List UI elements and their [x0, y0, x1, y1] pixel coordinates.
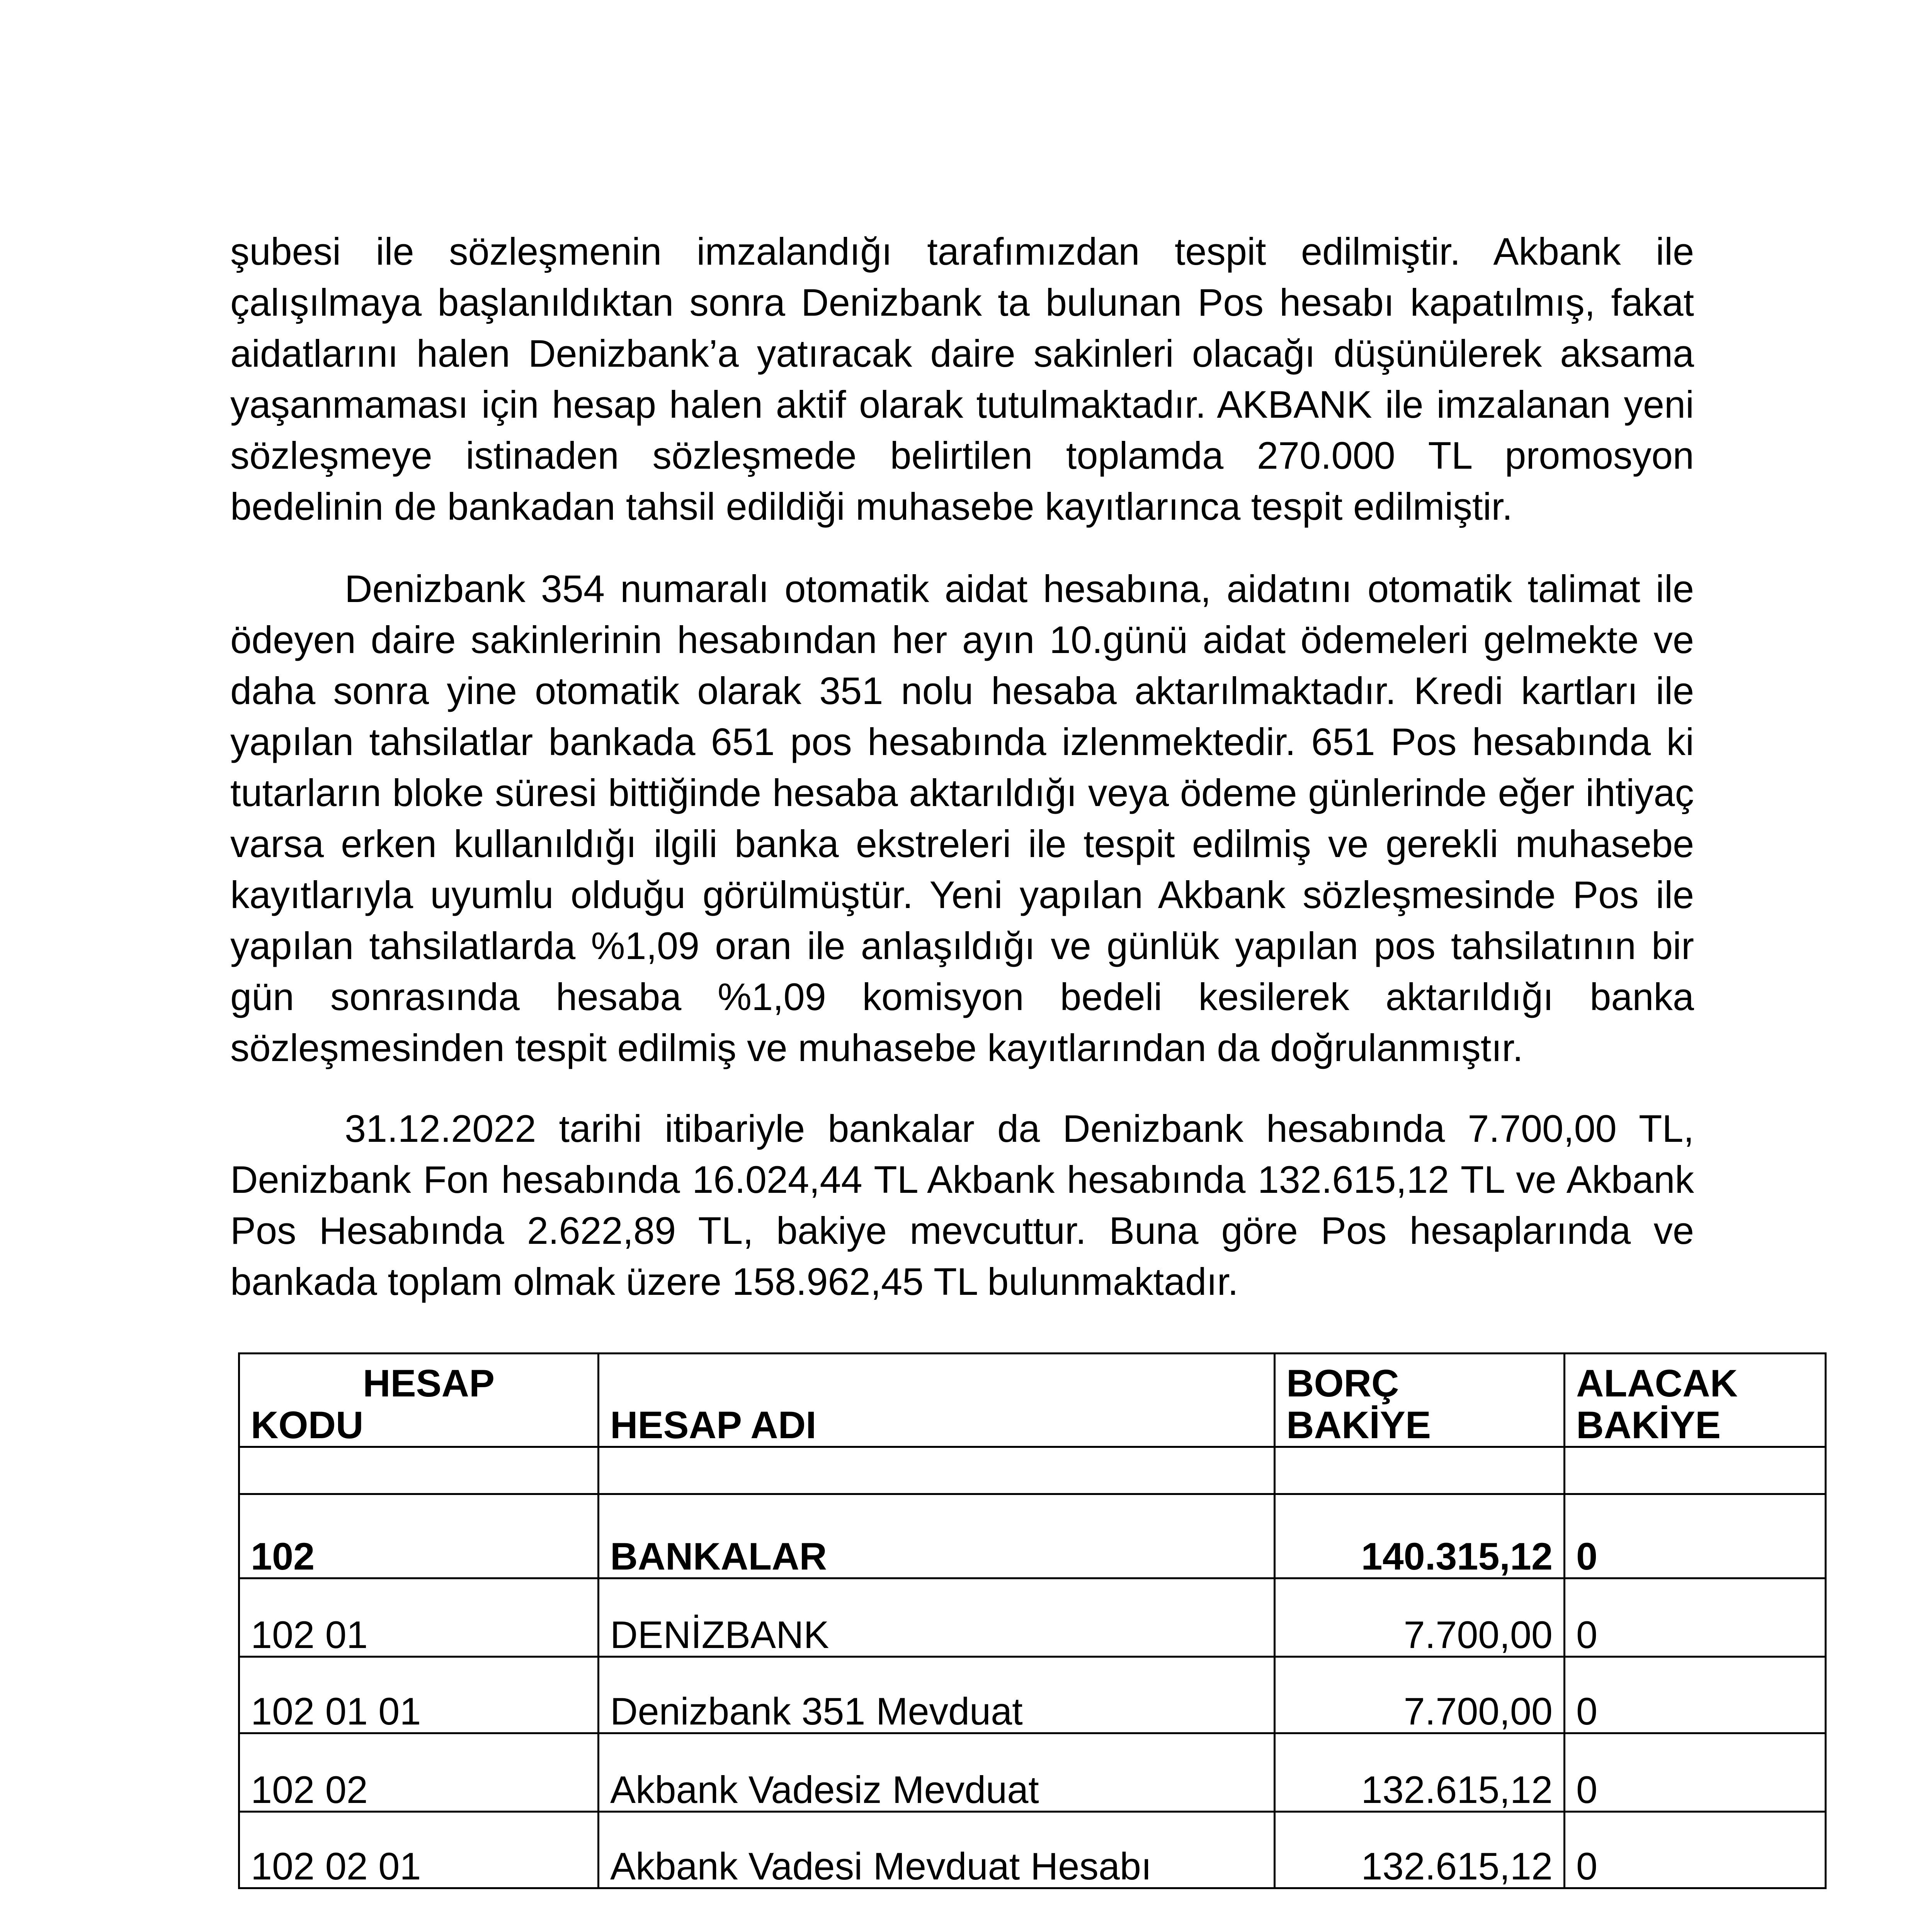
empty-cell: [1275, 1447, 1565, 1494]
table-row: [239, 1657, 1826, 1733]
table-row: [239, 1494, 1826, 1578]
paragraph-2-text: Denizbank 354 numaralı otomatik aidat hesabına, aidatını otomatik talimat ile ödeyen daire sakinlerinin hesabından her ayın 10.günü aidat ödemeleri gelmekte ve daha sonra yine otomatik olarak 351 nolu hesaba aktarılmaktadır. Kredi kartları ile yapılan tahsilatlar bankada 651 pos hesabında izlenmektedir. 651 Pos hesabında ki tutarların bloke süresi bittiğinde hesaba aktarıldığı veya ödeme günlerinde eğer ihtiyaç varsa erken kullanıldığı ilgili banka ekstreleri ile tespit edilmiş ve gerekli muhasebe kayıtlarıyla uyumlu olduğu görülmüştür. Yeni yapılan Akbank sözleşmesinde Pos ile yapılan tahsilatlarda %1,09 oran ile anlaşıldığı ve günlük yapılan pos tahsilatının bir gün sonrasında hesaba %1,09 komisyon bedeli kesilerek aktarıldığı banka sözleşmesinden tespit edilmiş ve muhasebe kayıtlarından da doğrulanmıştır.: [230, 567, 1694, 1069]
bank-accounts-table: [238, 1352, 1827, 1889]
header-debit-line1: BORÇ: [1286, 1362, 1399, 1405]
paragraph-1: şubesi ile sözleşmenin imzalandığı tarafımızdan tespit edilmiştir. Akbank ile çalışılmaya başlanıldıktan sonra Denizbank ta bulunan Pos hesabı kapatılmış, fakat aidatlarını halen Denizbank’a yatıracak daire sakinleri olacağı düşünülerek aksama yaşanmaması için hesap halen aktif olarak tutulmaktadır. AKBANK ile imzalanan yeni sözleşmeye istinaden sözleşmede belirtilen toplamda 270.000 TL promosyon bedelinin de bankadan tahsil edildiği muhasebe kayıtlarınca tespit edilmiştir.: [230, 230, 1694, 528]
table-row: [239, 1578, 1826, 1657]
table-row: [239, 1733, 1826, 1812]
header-account-code: [239, 1354, 599, 1447]
account-name-cell: Denizbank 351 Mevduat: [599, 1657, 1275, 1733]
credit-cell: 0: [1565, 1578, 1826, 1657]
account-name-cell: Akbank Vadesiz Mevduat: [599, 1733, 1275, 1812]
header-debit-balance: [1275, 1354, 1565, 1447]
empty-cell: [599, 1447, 1275, 1494]
header-credit-balance: [1565, 1354, 1826, 1447]
debit-cell: 132.615,12: [1275, 1812, 1565, 1888]
account-code-cell: 102 01: [239, 1578, 599, 1657]
table-row: [239, 1812, 1826, 1888]
account-name-cell: Akbank Vadesi Mevduat Hesabı: [599, 1812, 1275, 1888]
account-code-cell: 102 01 01: [239, 1657, 599, 1733]
empty-cell: [239, 1447, 599, 1494]
account-name-cell: BANKALAR: [599, 1494, 1275, 1578]
debit-cell: 7.700,00: [1275, 1657, 1565, 1733]
debit-cell: 140.315,12: [1275, 1494, 1565, 1578]
header-code-line1: HESAP: [363, 1362, 495, 1405]
credit-cell: 0: [1565, 1733, 1826, 1812]
account-name-cell: DENİZBANK: [599, 1578, 1275, 1657]
account-code-cell: 102 02 01: [239, 1812, 599, 1888]
account-code-cell: 102 02: [239, 1733, 599, 1812]
debit-cell: 7.700,00: [1275, 1578, 1565, 1657]
account-code-cell: 102: [239, 1494, 599, 1578]
header-code-line2: KODU: [251, 1403, 364, 1446]
table-empty-row: [239, 1447, 1826, 1494]
table-header-row: [239, 1354, 1826, 1447]
paragraph-3-text: 31.12.2022 tarihi itibariyle bankalar da Denizbank hesabında 7.700,00 TL, Denizbank Fon hesabında 16.024,44 TL Akbank hesabında 132.615,12 TL ve Akbank Pos Hesabında 2.622,89 TL, bakiye mevcuttur. Buna göre Pos hesaplarında ve bankada toplam olmak üzere 158.962,45 TL bulunmaktadır.: [230, 1107, 1694, 1303]
debit-cell: 132.615,12: [1275, 1733, 1565, 1812]
credit-cell: 0: [1565, 1812, 1826, 1888]
header-credit-line1: ALACAK: [1576, 1362, 1738, 1405]
paragraph-2: [230, 563, 1694, 1073]
header-credit-line2: BAKİYE: [1576, 1403, 1721, 1446]
credit-cell: 0: [1565, 1494, 1826, 1578]
header-debit-line2: BAKİYE: [1286, 1403, 1431, 1446]
credit-cell: 0: [1565, 1657, 1826, 1733]
paragraph-3: [230, 1103, 1694, 1307]
header-account-name: HESAP ADI: [599, 1354, 1275, 1447]
empty-cell: [1565, 1447, 1826, 1494]
